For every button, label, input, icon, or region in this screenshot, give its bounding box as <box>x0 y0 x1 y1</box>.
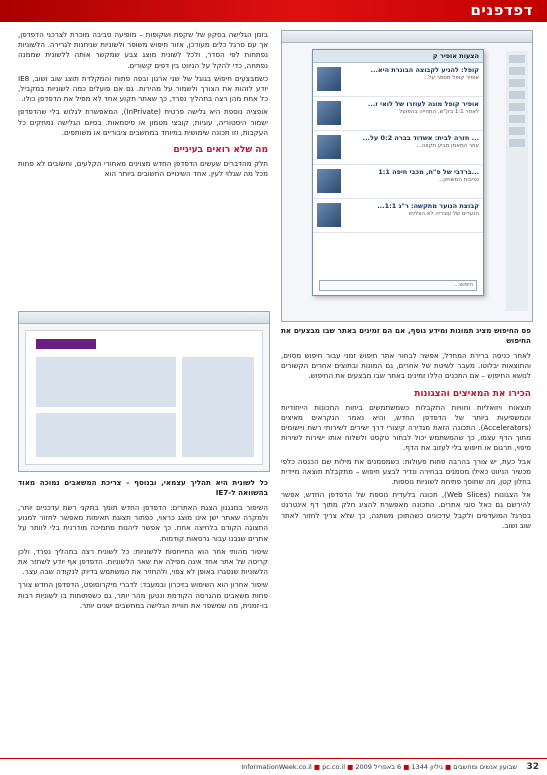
suggestion-item[interactable]: אופיר קופל מונה לעוזרו של לואי ז... לאחר 1:1 בק"ש, התחייה בהפועל <box>313 97 483 131</box>
right-column <box>281 322 531 534</box>
caption-webslices: כל לשונית היא תהליך עצמאי, ובנוסף – צריכת המשאבים נמוכה מאוד בהשוואה ל-IE7 <box>18 478 268 497</box>
thumbnail-image <box>317 101 341 125</box>
thumbnail-image <box>317 67 341 91</box>
search-popup-screenshot <box>281 30 533 322</box>
thumbnail-image <box>317 135 341 159</box>
caption-search-popup: פס החיפוש מציג תמונות ומידע נוסף, אם הם זמינים באתר שבו מבצעים את החיפוש <box>281 326 531 345</box>
footer-info: שבועון אנשים ומחשבים ■ גיליון 1344 ■ 6 באפריל 2009 ■ InformationWeek.co.il ■ pc.co.il <box>241 763 517 771</box>
site-logo <box>36 339 96 349</box>
browser-toolbar <box>282 31 532 43</box>
paragraph: שיפור אחרון הוא השימוש בזיכרון ובמעבד: לדברי מיקרוסופט, הדפדפן החדש צורך פחות משאבים מהגרסה הקודמת ונטען מהר יותר, גם כשפתוחות בו לשוניות רבות בו-זמנית, מה שמשפר את חוויית הגלישה במחשבים ישנים יותר. <box>18 580 268 610</box>
paragraph: כשמבצעים חיפוש בגוגל של שני ארגון ובפה פתוח והמקלדת תוצג שוב ושוב, IE8 יודע לזהות את הצורך ולשמור על מהירות. גם אם פועלים כמה לשוניות במקביל, כל אחת מהן רצה בתהליך נפרד, כך שאתר תקוע אחד לא מפיל את הדפדפן כולו. <box>18 73 268 104</box>
left-column-top <box>18 30 268 182</box>
search-suggestions-popup <box>312 49 484 296</box>
browser-toolbar <box>19 312 269 324</box>
browser-tabs-screenshot <box>18 311 270 472</box>
page-footer <box>0 758 547 775</box>
thumbnail-image <box>317 203 341 227</box>
paragraph: חלק מהדברים שעשים הדפדפן החדש מצוינים מאחורי הקלעים, וחשובים לא פחות מכל מה שגלוי לעין. אחד השינויים החשובים ביותר הוא <box>18 159 268 179</box>
paragraph: לאחר כניסה ברירת המחדל, אפשר לבחור אתר חיפוש זמני עבור חיפוש מסוים, והתוצאות יבלוטו. מעבר לשיטת של אחרים, גם המונות ובתוצים אחרים הקשורים לנושא החיפוש – אם התכנים הללו זמינים באתר שבו מבצעים את החיפוש. <box>281 351 531 381</box>
search-input[interactable]: חיפוש... <box>319 280 477 291</box>
paragraph: שיפור מהותי אחר הוא התייחסות ללשוניות: כל לשונית רצה בתהליך נפרד, ולכן קריסה של אתר אחד אינה מפילה את שאר הלשוניות. הדפדפן אף יודע לשחזר את הלשוניות שנסגרו באופן לא צפוי, ולהחזיר את המשתמש בדיוק לנקודה שבה עצר. <box>18 546 268 577</box>
suggestion-item[interactable]: קבוצת הנוער מתקשה: ר"ג 1:1... הנערים של עובדיה לא הצליחו <box>313 199 483 233</box>
suggestion-item[interactable]: ...ברדבי של פ"ת, מכבי חיפה 1:1 נסיבות המשחק... <box>313 165 483 199</box>
section-banner <box>0 0 547 22</box>
paragraph: תוצאות ויזואליות וחוויות התקבלות כשמשתמשים ביחות התכונות הייחודיות והמשפיעות ביותר של הדפדפן החדש, והיא נאמר הנקראים מאיצים (Accelerators). התכונה הזאת מגדירה קיצורי דרך ישירים לשירותי רשת ויישומים מתוך הדף עצמו, כך שהמשתמש יכול לבחור טקסט ולשלוח אותו ישירות לשירות מיפוי, תרגום או חיפוש בלי לעזוב את הדף. <box>281 402 531 453</box>
thumbnail-image <box>317 169 341 193</box>
suggestion-item[interactable]: ... חזרה לבית: אשדוד בברה 0:2 על... עוזר המאמן מביע תקווה... <box>313 131 483 165</box>
left-column-bottom <box>18 474 268 614</box>
paragraph: אופציה נוספת היא גלישה פרטית (InPrivate), המאפשרת לגלוש בלי שהדפדפן ישמור היסטוריה, עוגיות, קובצי מטמון או סיסמאות. בסיום הגלישה נמחקים כל העקבות, וזו תכונה שימושית במיוחד במחשבים ציבוריים או משותפים. <box>18 107 268 137</box>
section-title: דפדפנים <box>470 1 533 19</box>
paragraph: השיפור במנגנון הצגת האתרים: הדפדפן החדש תומך בתקני רשת עדכניים יותר, ולמקרה שאתר ישן אינו מוצג כראוי, כפתור תצוגת תאימות מאפשר לחזור למנוע התצוגה הקודם בלחיצה אחת. כך אפשר ליהנות מתמיכה מודרנית בלי לוותר על אתרים שנבנו עבור גרסאות קודמות. <box>18 503 268 543</box>
page-number: 32 <box>526 762 539 772</box>
paragraph: אבל כעת, יש צורך בהרבה פחות פעולות: כשמסמנים את מילות שם הכנסה כלפי מכשיר הניווט כאילו מסמנים בבחירה ונדיר לבצע חיפוש – מתקבלת תוצאה מיידית בחלון קטן, מה שחוסך פתיחת לשוניות נוספות. <box>281 456 531 487</box>
paragraph: בזמן הגלישה בסקון של שקפת ושקופות – מופיעה סביבה מוכרת לצרכני הדפדפן, אך עם סרגל כלים מעודכן, אזור חיפוש משופר ולשוניות שניתנות לגרירה. הלשוניות נפתחות לפי הסדר, ולכל לשונית מוצג צבע שמקשר אותה ללשונית שממנה נפתחה, כדי להקל על הניווט בין דפים קשורים. <box>18 30 268 70</box>
heading-unseen: מה שלא רואים בעיניים <box>173 145 268 156</box>
page-content <box>25 330 263 465</box>
browser-sidebar <box>506 51 528 311</box>
heading-accelerators: הכירו את המאיצים והצגונות <box>414 388 531 399</box>
paragraph: אל הצגונות (Web Slices), תכונה בלעדית נוספת של הדפדפן החדש, אפשר להירשם גם כאל סוגי אתרים. התכונה מאפשרת להציג חלק מתוך דף אינטרנט בסרגל המועדפים ולקבל עדכונים כשהתוכן משתנה, כך שלא צריך לחזור לאתר שוב ושוב. <box>281 490 531 530</box>
suggestion-item[interactable]: קופל: להגיע לקבוצה הבוגרת היא... אופיר קופל מספר על... <box>313 63 483 97</box>
popup-header: הצעות אופיר ק <box>313 50 483 63</box>
